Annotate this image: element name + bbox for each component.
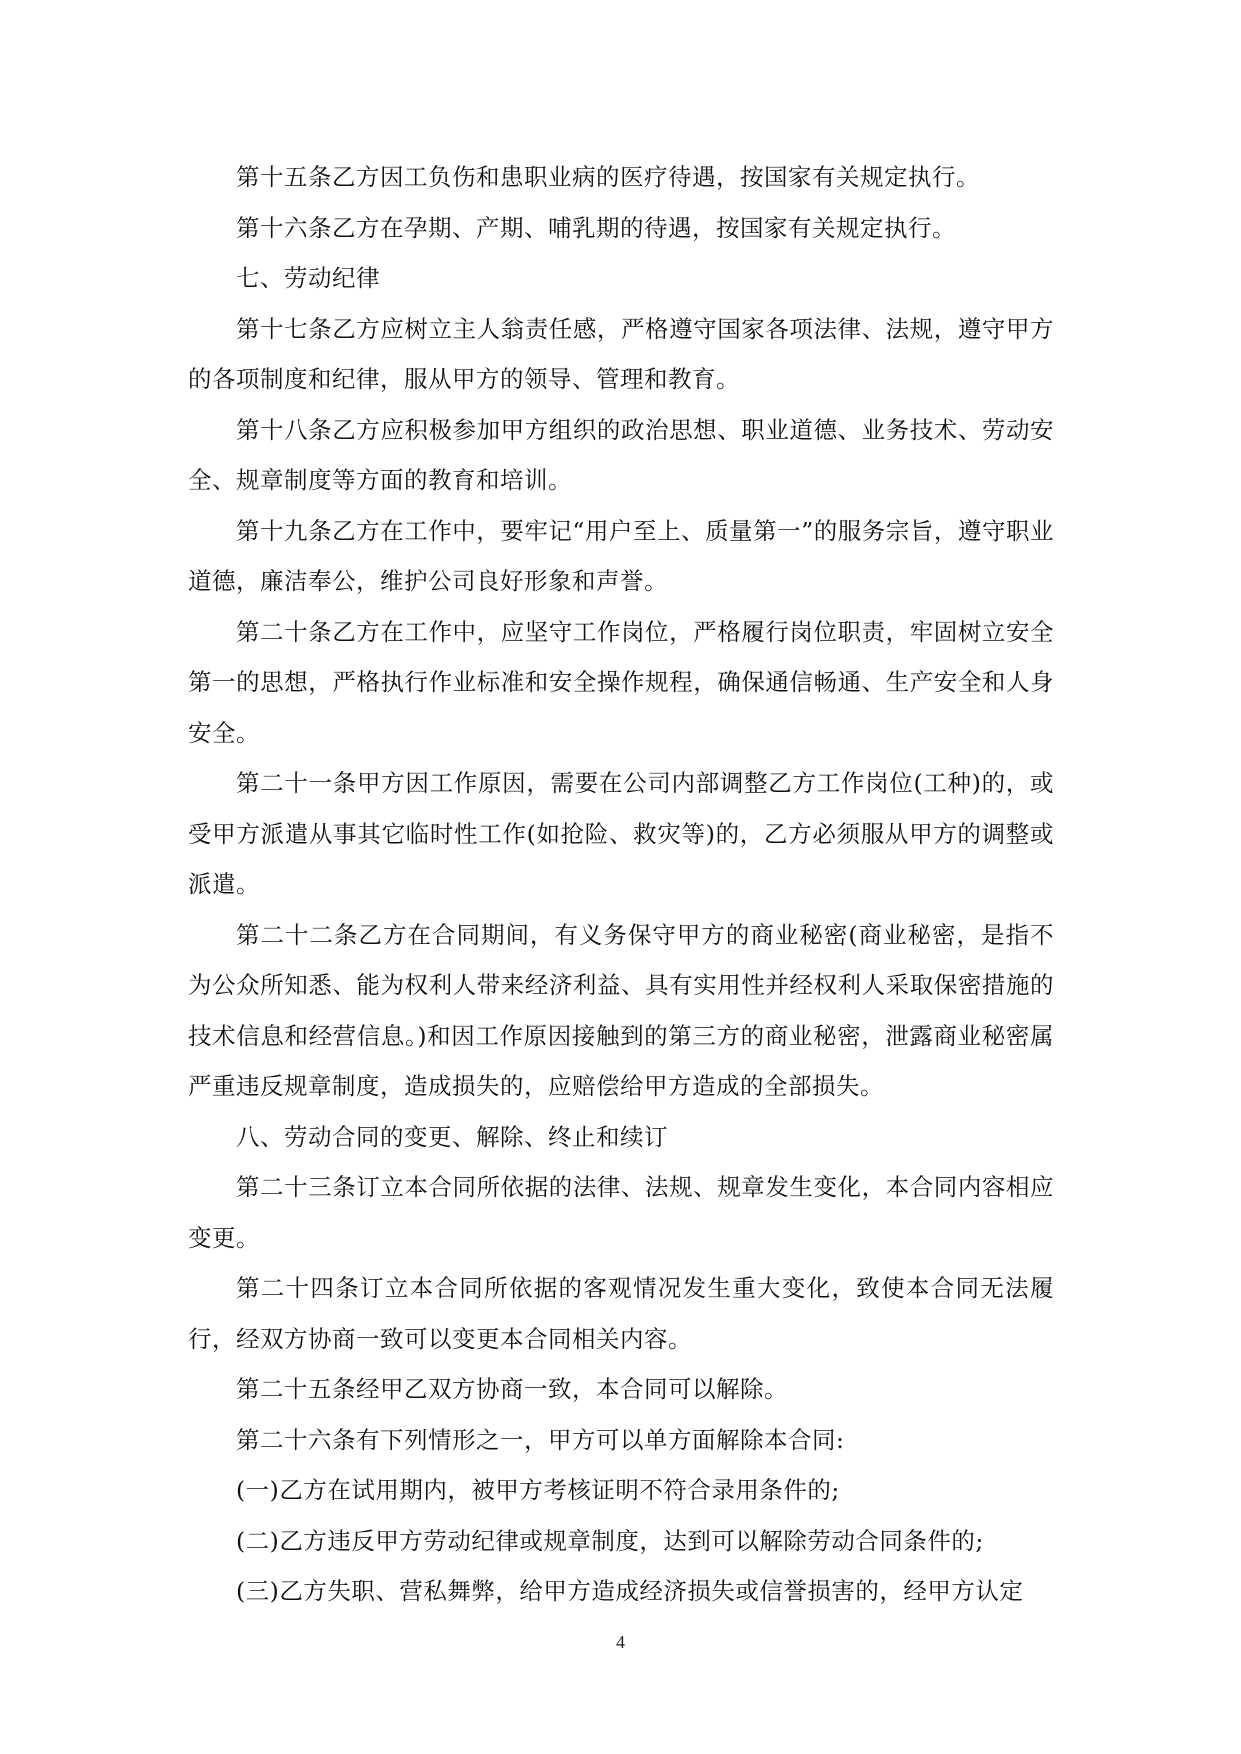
paragraph-article-15: 第十五条乙方因工负伤和患职业病的医疗待遇，按国家有关规定执行。 — [236, 163, 980, 191]
paragraph-article-20: 第二十条乙方在工作中，应坚守工作岗位，严格履行岗位职责，牢固树立安全第一的思想，严格执行作业标准和安全操作规程，确保通信畅通、生产安全和人身安全。 — [188, 617, 1054, 747]
page-number: 4 — [616, 1632, 625, 1652]
document-body — [188, 152, 1054, 1617]
paragraph-article-22: 第二十二条乙方在合同期间，有义务保守甲方的商业秘密(商业秘密，是指不为公众所知悉、能为权利人带来经济利益、具有实用性并经权利人采取保密措施的技术信息和经营信息。)和因工作原因接触到的第三方的商业秘密，泄露商业秘密属严重违反规章制度，造成损失的，应赔偿给甲方造成的全部损失。 — [188, 920, 1054, 1100]
list-item-2: (二)乙方违反甲方劳动纪律或规章制度，达到可以解除劳动合同条件的; — [236, 1526, 984, 1555]
paragraph-article-24: 第二十四条订立本合同所依据的客观情况发生重大变化，致使本合同无法履行，经双方协商一致可以变更本合同相关内容。 — [188, 1274, 1054, 1353]
paragraph-article-23: 第二十三条订立本合同所依据的法律、法规、规章发生变化，本合同内容相应变更。 — [188, 1173, 1054, 1252]
list-item-1: (一)乙方在试用期内，被甲方考核证明不符合录用条件的; — [236, 1476, 840, 1504]
paragraph-article-19: 第十九条乙方在工作中，要牢记“用户至上、质量第一”的服务宗旨，遵守职业道德，廉洁奉公，维护公司良好形象和声誉。 — [188, 516, 1054, 595]
paragraph-article-17: 第十七条乙方应树立主人翁责任感，严格遵守国家各项法律、法规，遵守甲方的各项制度和纪律，服从甲方的领导、管理和教育。 — [188, 314, 1054, 393]
paragraph-article-21: 第二十一条甲方因工作原因，需要在公司内部调整乙方工作岗位(工种)的，或受甲方派遣从事其它临时性工作(如抢险、救灾等)的，乙方必须服从甲方的调整或派遣。 — [188, 769, 1054, 898]
paragraph-article-16: 第十六条乙方在孕期、产期、哺乳期的待遇，按国家有关规定执行。 — [236, 213, 956, 242]
list-item-3: (三)乙方失职、营私舞弊，给甲方造成经济损失或信誉损害的，经甲方认定 — [236, 1577, 1024, 1605]
paragraph-article-18: 第十八条乙方应积极参加甲方组织的政治思想、职业道德、业务技术、劳动安全、规章制度等方面的教育和培训。 — [188, 415, 1054, 494]
paragraph-article-25: 第二十五条经甲乙双方协商一致，本合同可以解除。 — [236, 1375, 788, 1403]
section-heading-contract-changes: 八、劳动合同的变更、解除、终止和续订 — [236, 1122, 668, 1151]
section-heading-labor-discipline: 七、劳动纪律 — [236, 264, 380, 292]
paragraph-article-26: 第二十六条有下列情形之一，甲方可以单方面解除本合同: — [236, 1425, 845, 1454]
